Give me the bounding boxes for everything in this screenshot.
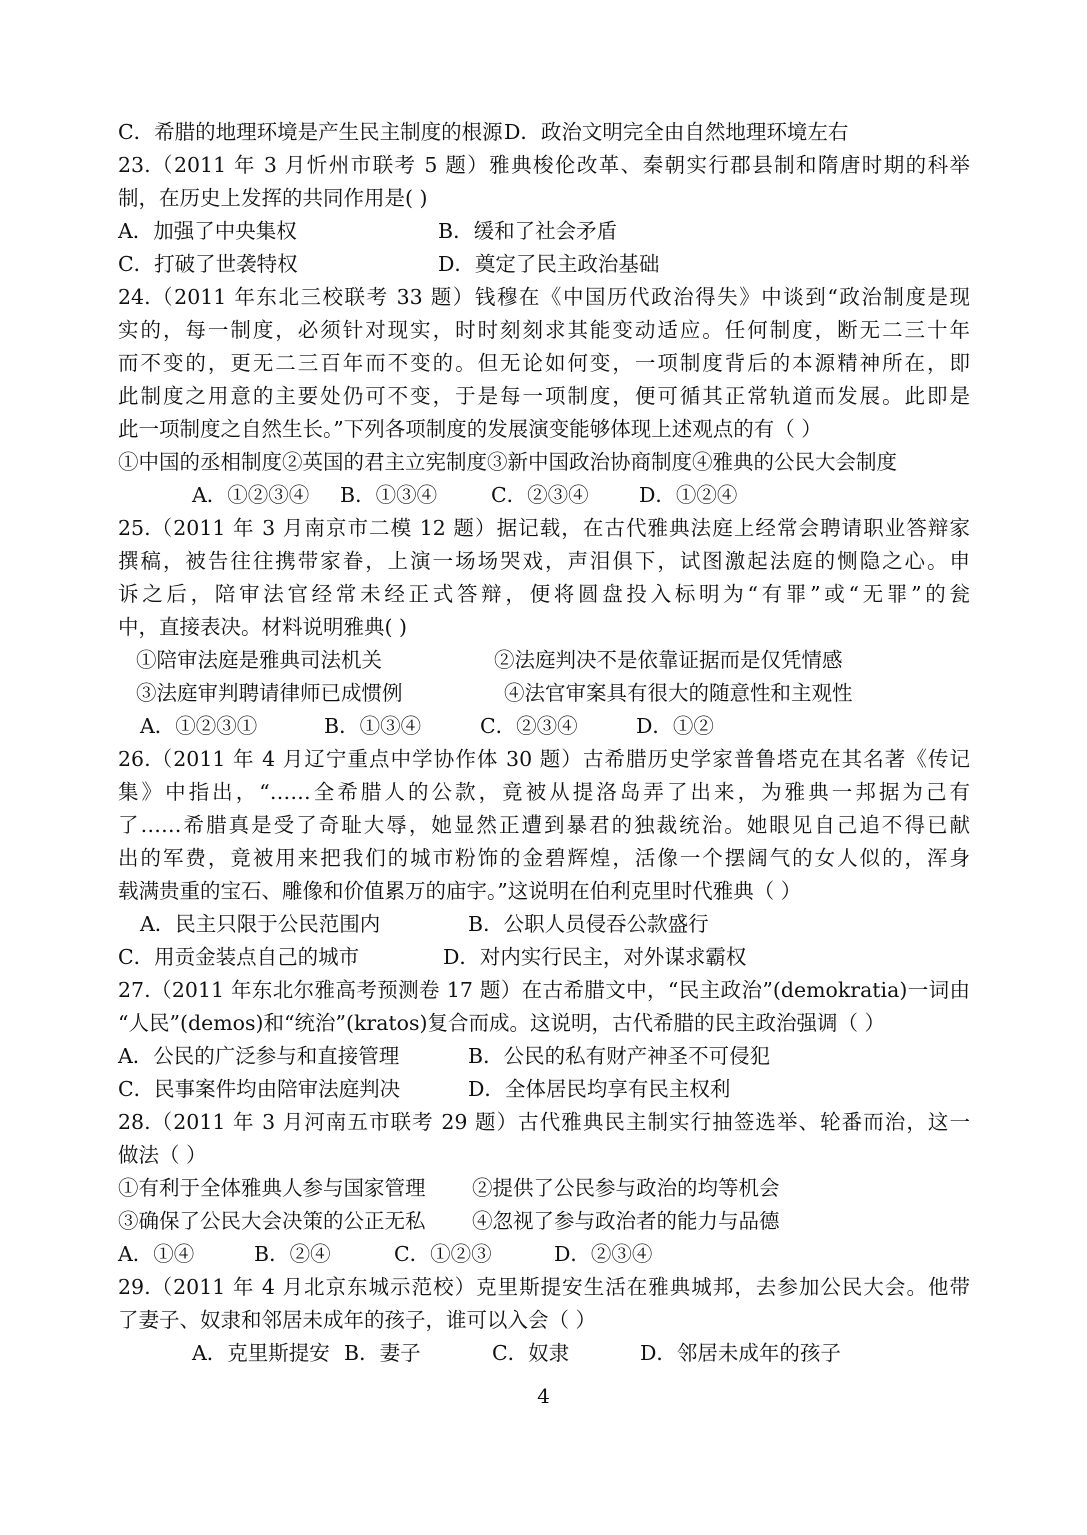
text-line: 26.（2011 年 4 月辽宁重点中学协作体 30 题）古希腊历史学家普鲁塔克在其名著《传记 (118, 747, 970, 771)
option-c: C．①②③ (394, 1242, 492, 1266)
option-d: D．邻居未成年的孩子 (640, 1341, 841, 1365)
text-line: 制，在历史上发挥的共同作用是( ) (118, 186, 428, 210)
option-a: A．①④ (118, 1242, 195, 1266)
page-number: 4 (537, 1384, 550, 1408)
option-a: A．公民的广泛参与和直接管理 (118, 1044, 400, 1068)
option: D．政治文明完全由自然地理环境左右 (504, 120, 849, 144)
text-line: 25.（2011 年 3 月南京市二模 12 题）据记载，在古代雅典法庭上经常会聘请职业答辩家 (118, 516, 970, 540)
option-c: C．用贡金装点自己的城市 (118, 945, 360, 969)
option-d: D．对内实行民主，对外谋求霸权 (443, 945, 747, 969)
option-c: C．民事案件均由陪审法庭判决 (118, 1077, 401, 1101)
statement: ③确保了公民大会决策的公正无私 (118, 1209, 426, 1233)
text-line: 载满贵重的宝石、雕像和价值累万的庙宇。”这说明在伯利克里时代雅典（ ） (118, 879, 802, 903)
text-line: 做法（ ） (118, 1143, 207, 1167)
text-line: 而不变的，更无二三百年而不变的。但无论如何变，一项制度背后的本源精神所在，即 (118, 351, 970, 375)
text-line: 此一项制度之自然生长。”下列各项制度的发展演变能够体现上述观点的有（ ） (118, 417, 822, 441)
text-line: 出的军费，竟被用来把我们的城市粉饰的金碧辉煌，活像一个摆阔气的女人似的，浑身 (118, 846, 970, 870)
text-line: 撰稿，被告往往携带家眷，上演一场场哭戏，声泪俱下，试图激起法庭的恻隐之心。申 (118, 549, 970, 573)
option-c: C．②③④ (491, 483, 589, 507)
option-d: D．奠定了民主政治基础 (438, 252, 660, 276)
statement: ④忽视了参与政治者的能力与品德 (472, 1209, 780, 1233)
option-a: A．克里斯提安 (192, 1341, 330, 1365)
text-line: 了……希腊真是受了奇耻大辱，她显然正遭到暴君的独裁统治。她眼见自己追不得已献 (118, 813, 970, 837)
text-line: 诉之后，陪审法官经常未经正式答辩，便将圆盘投入标明为“有罪”或“无罪”的瓮 (118, 582, 970, 606)
option-b: B．②④ (254, 1242, 331, 1266)
option-a: A．民主只限于公民范围内 (140, 912, 381, 936)
option-d: D．全体居民均享有民主权利 (468, 1077, 731, 1101)
text-line: “人民”(demos)和“统治”(kratos)复合而成。这说明，古代希腊的民主政治强调（ ） (118, 1011, 886, 1035)
text-line: 23.（2011 年 3 月忻州市联考 5 题）雅典梭伦改革、秦朝实行郡县制和隋唐时期的科举 (118, 153, 970, 177)
option-b: B．公职人员侵吞公款盛行 (468, 912, 709, 936)
option-b: B．①③④ (324, 714, 422, 738)
option-d: D．①② (636, 714, 714, 738)
option-b: B．①③④ (340, 483, 438, 507)
statement: ③法庭审判聘请律师已成惯例 (136, 681, 403, 705)
statement: ①有利于全体雅典人参与国家管理 (118, 1176, 426, 1200)
option-d: D．①②④ (639, 483, 738, 507)
statement: ②提供了公民参与政治的均等机会 (472, 1176, 780, 1200)
text-line: 中，直接表决。材料说明雅典( ) (118, 615, 408, 639)
statement: ①陪审法庭是雅典司法机关 (136, 648, 382, 672)
text-line: 了妻子、奴隶和邻居未成年的孩子，谁可以入会（ ） (118, 1308, 597, 1332)
option-a: A．①②③④ (192, 483, 310, 507)
text-line: ①中国的丞相制度②英国的君主立宪制度③新中国政治协商制度④雅典的公民大会制度 (118, 450, 897, 474)
text-line: 27.（2011 年东北尔雅高考预测卷 17 题）在古希腊文中，“民主政治”(demokratia)一词由 (118, 978, 970, 1002)
option-b: B．妻子 (344, 1341, 421, 1365)
option-a: A．①②③① (140, 714, 258, 738)
option-c: C．奴隶 (492, 1341, 570, 1365)
option-b: B．缓和了社会矛盾 (438, 219, 618, 243)
text-line: 此制度之用意的主要处仍可不变，于是每一项制度，便可循其正常轨道而发展。此即是 (118, 384, 970, 408)
option-b: B．公民的私有财产神圣不可侵犯 (468, 1044, 771, 1068)
text-line: 实的，每一制度，必须针对现实，时时刻刻求其能变动适应。任何制度，断无二三十年 (118, 318, 970, 342)
text-line: 28.（2011 年 3 月河南五市联考 29 题）古代雅典民主制实行抽签选举、轮番而治，这一 (118, 1110, 970, 1134)
statement: ②法庭判决不是依靠证据而是仅凭情感 (494, 648, 843, 672)
option-c: C．②③④ (480, 714, 578, 738)
option-c: C．打破了世袭特权 (118, 252, 298, 276)
option-d: D．②③④ (554, 1242, 653, 1266)
statement: ④法官审案具有很大的随意性和主观性 (504, 681, 853, 705)
option: C．希腊的地理环境是产生民主制度的根源 (118, 120, 503, 144)
option-a: A．加强了中央集权 (118, 219, 297, 243)
text-line: 集》中指出，“……全希腊人的公款，竟被从提洛岛弄了出来，为雅典一邦据为己有 (118, 780, 970, 804)
text-line: 29.（2011 年 4 月北京东城示范校）克里斯提安生活在雅典城邦，去参加公民大会。他带 (118, 1275, 970, 1299)
text-line: 24.（2011 年东北三校联考 33 题）钱穆在《中国历代政治得失》中谈到“政治制度是现 (118, 285, 970, 309)
